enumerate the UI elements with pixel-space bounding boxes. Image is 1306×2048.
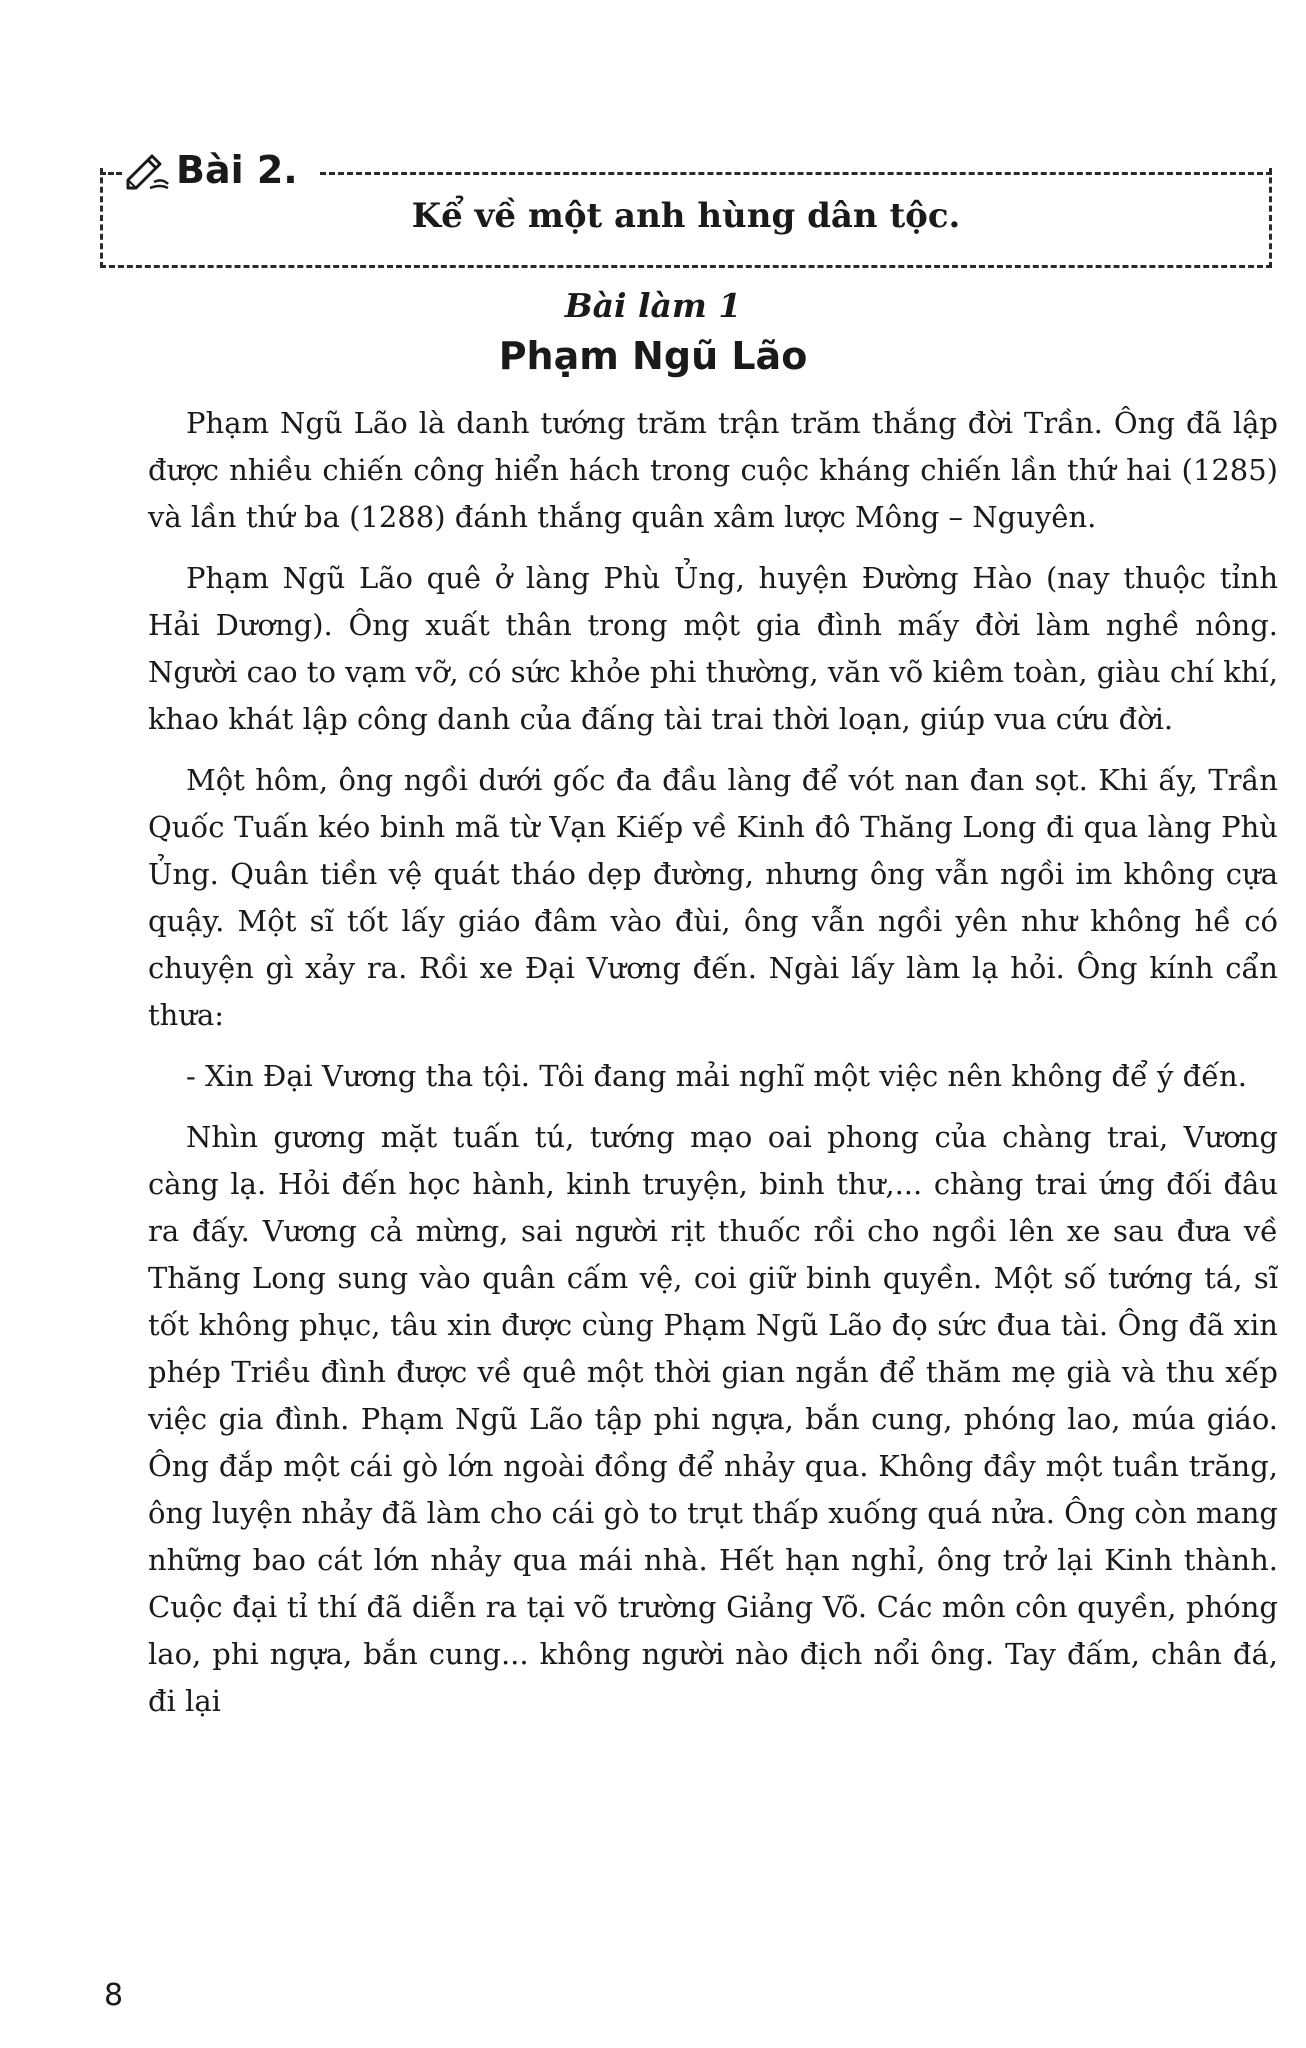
- exercise-number: Bài 2.: [176, 148, 298, 192]
- essay-title: Phạm Ngũ Lão: [498, 334, 808, 378]
- essay-body: [148, 400, 1278, 1739]
- dialogue-paragraph: - Xin Đại Vương tha tội. Tôi đang mải nghĩ một việc nên không để ý đến.: [186, 1059, 1247, 1093]
- exercise-label: [124, 140, 298, 200]
- page-number: 8: [104, 1978, 124, 2013]
- paragraph: Một hôm, ông ngồi dưới gốc đa đầu làng để vót nan đan sọt. Khi ấy, Trần Quốc Tuấn kéo binh mã từ Vạn Kiếp về Kinh đô Thăng Long đi qua làng Phù Ủng. Quân tiền vệ quát tháo dẹp đường, nhưng ông vẫn ngồi im không cựa quậy. Một sĩ tốt lấy giáo đâm vào đùi, ông vẫn ngồi yên như không hề có chuyện gì xảy ra. Rồi xe Đại Vương đến. Ngài lấy làm lạ hỏi. Ông kính cẩn thưa:: [148, 763, 1278, 1032]
- exercise-prompt: Kể về một anh hùng dân tộc.: [411, 196, 961, 236]
- paragraph: Nhìn gương mặt tuấn tú, tướng mạo oai phong của chàng trai, Vương càng lạ. Hỏi đến học hành, kinh truyện, binh thư,... chàng trai ứng đối đâu ra đấy. Vương cả mừng, sai người rịt thuốc rồi cho ngồi lên xe sau đưa về Thăng Long sung vào quân cấm vệ, coi giữ binh quyền. Một số tướng tá, sĩ tốt không phục, tâu xin được cùng Phạm Ngũ Lão đọ sức đua tài. Ông đã xin phép Triều đình được về quê một thời gian ngắn để thăm mẹ già và thu xếp việc gia đình. Phạm Ngũ Lão tập phi ngựa, bắn cung, phóng lao, múa giáo. Ông đắp một cái gò lớn ngoài đồng để nhảy qua. Không đầy một tuần trăng, ông luyện nhảy đã làm cho cái gò to trụt thấp xuống quá nửa. Ông còn mang những bao cát lớn nhảy qua mái nhà. Hết hạn nghỉ, ông trở lại Kinh thành. Cuộc đại tỉ thí đã diễn ra tại võ trường Giảng Võ. Các môn côn quyền, phóng lao, phi ngựa, bắn cung... không người nào địch nổi ông. Tay đấm, chân đá, đi lại: [148, 1120, 1278, 1718]
- paragraph: Phạm Ngũ Lão quê ở làng Phù Ủng, huyện Đường Hào (nay thuộc tỉnh Hải Dương). Ông xuất thân trong một gia đình mấy đời làm nghề nông. Người cao to vạm vỡ, có sức khỏe phi thường, văn võ kiêm toàn, giàu chí khí, khao khát lập công danh của đấng tài trai thời loạn, giúp vua cứu đời.: [148, 561, 1278, 736]
- essay-label: Bài làm 1: [564, 286, 742, 325]
- paragraph: Phạm Ngũ Lão là danh tướng trăm trận trăm thắng đời Trần. Ông đã lập được nhiều chiến công hiển hách trong cuộc kháng chiến lần thứ hai (1285) và lần thứ ba (1288) đánh thắng quân xâm lược Mông – Nguyên.: [148, 406, 1278, 534]
- pencil-icon: [124, 150, 170, 190]
